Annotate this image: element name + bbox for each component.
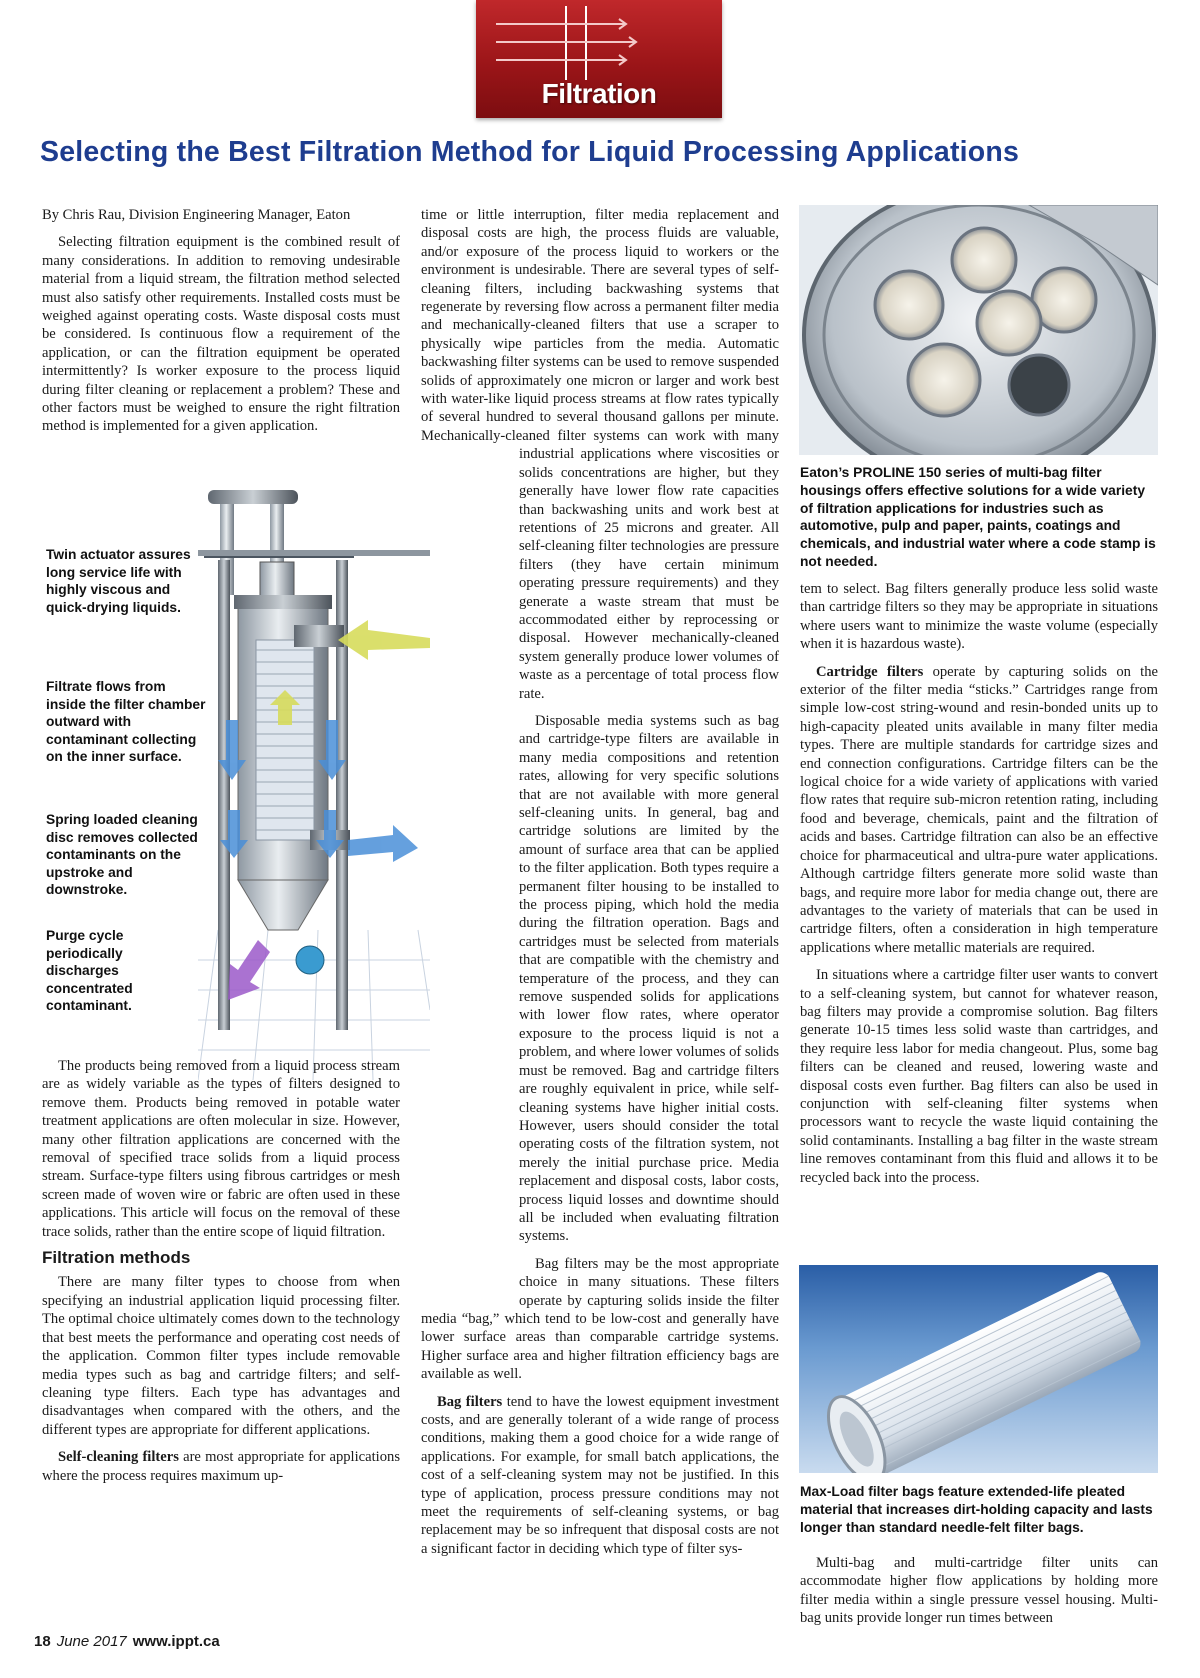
callout-purge-cycle: Purge cycle periodically discharges concentrated contaminant.	[46, 928, 133, 1014]
paragraph: Multi-bag and multi-cartridge filter units can accommodate higher flow applications by holding more filter media within a single pressure vessel housing. Multi-bag units provide longer run times between	[800, 1555, 1158, 1627]
section-heading: Filtration methods	[42, 1248, 191, 1268]
callout-twin-actuator: Twin actuator assures long service life with highly viscous and quick-drying liquids.	[46, 547, 191, 615]
column-3-top	[800, 580, 1158, 1187]
paragraph: Disposable media systems such as bag and cartridge-type filters are available in many media compositions and retention rates, allowing for very specific solutions that are not available with more general self-cleaning units. In general, bag and cartridge solutions are limited by the amount of surface area that can be applied to the filter application. Both types require a permanent filter housing to be installed to the process piping, which hold the media during the filtration operation. Bags and cartridges must be selected from materials that are compatible with the chemistry and temperature of the process, and they can remove suspended solids for applications with lower flow rates, where operator exposure to the process liquid is not a problem, and where lower volumes of solids must be removed. Bag and cartridge filters are roughly equivalent in price, while self-cleaning systems have higher initial costs. However, users should consider the total operating costs of the filtration system, not merely the initial purchase price. Media replacement and disposal costs, labor costs, process liquid losses and downtime should all be included when evaluating filtration systems.	[519, 712, 779, 1245]
paragraph: In situations where a cartridge filter user wants to convert to a self-cleaning system, but cannot for whatever reason, bag filters may provide a compromise solution. Bag filters generate 10-15 times less solid waste than cartridges, and they require less labor for media changeout. Plus, some bag filters can be cleaned and reused, lowering waste and disposal costs even further. Bag filters can also be used in conjunction with self-cleaning filter systems when processors want to recycle the waste liquid containing the solid contaminants. Installing a bag filter in the waste stream line removes contaminant from this fluid and allows it to be recycled back into the process.	[800, 967, 1158, 1186]
column-3-bottom	[800, 1554, 1158, 1628]
figure-caption: Max-Load filter bags feature extended-life pleated material that increases dirt-holding capacity and lasts longer than standard needle-felt filter bags.	[800, 1484, 1153, 1535]
paragraph: The products being removed from a liquid process stream are as widely variable as the types of filters designed to remove them. Products being removed in potable water treatment applications are often molecular in size. However, many other filtration applications are concerned with the removal of specified trace solids from a liquid process stream. Surface-type filters using fibrous cartridges or mesh screen made of woven wire or fabric are often used in these applications. This article will focus on the removal of these trace solids, rather than the entire scope of liquid filtration.	[42, 1058, 400, 1240]
issue-date: June 2017	[56, 1633, 127, 1650]
lead-term: Bag filters	[437, 1393, 503, 1410]
paragraph: Self-cleaning filters are most appropriate for applications where the process requires maximum up-	[42, 1449, 400, 1484]
lead-term: Cartridge filters	[816, 663, 924, 680]
filter-bag-photo	[799, 1265, 1158, 1473]
page-number: 18	[34, 1633, 51, 1650]
paragraph: Bag filters may be the most appropriate choice in many situations. These filters operate by capturing solids inside the filter media “bag,” which tend to be low-cost and generally have lower surface areas than comparable cartridge systems. Higher surface area and higher filtration efficiency bags are available as well.	[421, 1255, 779, 1383]
column-1-bottom	[42, 1057, 400, 1485]
paragraph: Selecting filtration equipment is the combined result of many considerations. In addition to removing undesirable material from a liquid stream, the filtration method selected must also satisfy other requirements. Installed costs must be weighed against operating costs. Waste disposal costs must be considered. Is continuous flow a requirement of the application, or can the filtration equipment be operated intermittently? Is worker exposure to the process liquid during filter cleaning or replacement a problem? These and other factors must be weighed to ensure the right filtration method is implemented for a given application.	[42, 234, 400, 435]
figure-caption: Eaton’s PROLINE 150 series of multi-bag filter housings offers effective solutions for a wide variety of filtration applications for industries such as automotive, pulp and paper, paints, coatings and chemicals, and industrial water where a code stamp is not needed.	[800, 465, 1156, 569]
self-cleaning-filter-illustration	[198, 490, 430, 1080]
paragraph: time or little interruption, filter media replacement and disposal costs are high, the process fluids are valuable, and/or exposure of the process liquid to workers or the environment is undesirable. There are several types of self-cleaning filters, including backwashing systems that regenerate by reversing flow across a permanent filter media and mechanically-cleaned filters that use a scraper to physically wipe particles from the media. Automatic backwashing filter systems can be used to remove suspended solids of approximately one micron or larger and work best with water-like liquid process streams at flow rates typically of several hundred to several thousand gallons per minute. Mechanically-cleaned filter systems can work with many industrial applications where viscosities or solids concentrations are higher, but they generally have lower flow rate capacities than backwashing units and work best at retentions of 25 microns and greater. All self-cleaning filter technologies are pressure filters (they have certain minimum operating pressure requirements) and they generate a waste stream that must be accommodated either by reprocessing or disposal. However mechanically-cleaned system generally produce lower volumes of waste as a percentage of total process flow rate.	[421, 207, 779, 702]
section-label: Filtration	[541, 78, 657, 109]
multi-bag-housing-photo	[799, 205, 1158, 455]
site-url: www.ippt.ca	[132, 1633, 220, 1650]
page-footer	[34, 1633, 220, 1650]
callout-cleaning-disc: Spring loaded cleaning disc removes collected contaminants on the upstroke and downstroke.	[46, 812, 198, 898]
paragraph: Bag filters tend to have the lowest equipment investment costs, and are generally tolerant of a wide range of process conditions, making them a good choice for a wide range of applications. For example, for small batch applications, the cost of a self-cleaning system may not be justified. In this type of application, process pressure conditions may not meet the requirements of self-cleaning systems, or bag replacement may be so infrequent that disposal costs are not a significant factor in deciding which type of filter sys-	[421, 1393, 779, 1557]
article-title: Selecting the Best Filtration Method for Liquid Processing Applications	[40, 136, 1020, 168]
callout-filtrate-flow: Filtrate flows from inside the filter chamber outward with contaminant collecting on the inner surface.	[46, 679, 206, 765]
paragraph: There are many filter types to choose from when specifying an industrial application liquid processing filter. The optimal choice ultimately comes down to the technology that best meets the performance and operating cost needs of the application. Common filter types include removable media types such as bag and cartridge filters; and self-cleaning type filters. Each type has advantages and disadvantages when compared with the others, and the different types are appropriate for different applications.	[42, 1274, 400, 1438]
section-banner	[476, 0, 722, 118]
paragraph: Cartridge filters operate by capturing solids on the exterior of the filter media “sticks.” Cartridges range from simple low-cost string-wound and resin-bonded units up to high-capacity pleated units available in many filter media types. There are multiple standards for cartridge sizes and end connection configurations. Cartridge filters can be the logical choice for a wide variety of applications with varied flow rates that require sub-micron retention rating, including food and beverage, chemicals, paint and the filtration of acids and bases. Cartridge filtration can also be an effective choice for pharmaceutical and ultra-pure water applications. Although cartridge filters generate more solid waste than bags, and require more labor for media change out, there are advantages to the variety of materials that can be used in cartridge filters, often a consideration in high temperature applications where metallic materials are required.	[800, 663, 1158, 956]
column-1-top	[42, 206, 400, 436]
byline: By Chris Rau, Division Engineering Manager, Eaton	[42, 207, 351, 223]
lead-term: Self-cleaning filters	[58, 1449, 179, 1466]
paragraph: tem to select. Bag filters generally produce less solid waste than cartridge filters so they may be appropriate in situations where users want to minimize the waste volume (especially when it is hazardous waste).	[800, 581, 1158, 653]
column-2	[421, 206, 779, 1558]
